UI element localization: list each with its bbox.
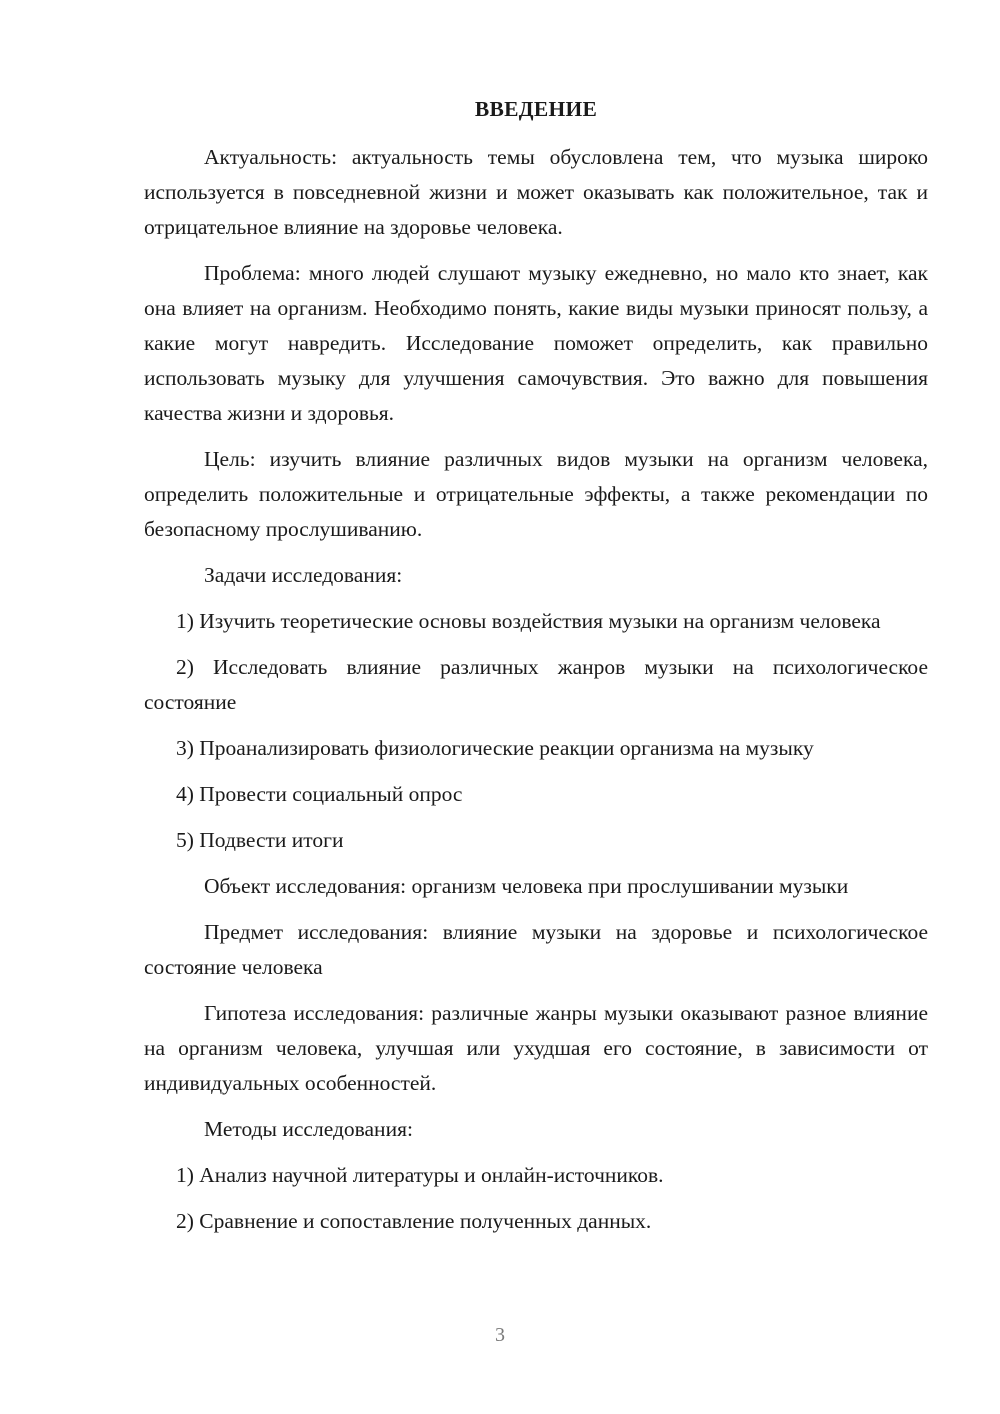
subject-paragraph: Предмет исследования: влияние музыки на здоровье и психологическое состояние человека: [144, 920, 928, 979]
task-item-2: 2) Исследовать влияние различных жанров музыки на психологическое состояние: [144, 655, 928, 714]
section-title: ВВЕДЕНИЕ: [474, 97, 598, 121]
hypothesis-paragraph: Гипотеза исследования: различные жанры музыки оказывают разное влияние на организм человека, улучшая или ухудшая его состояние, в зависимости от индивидуальных особенностей.: [144, 1001, 928, 1095]
goal-paragraph: Цель: изучить влияние различных видов музыки на организм человека, определить положительные и отрицательные эффекты, а также рекомендации по безопасному прослушиванию.: [144, 447, 928, 541]
page-number: 3: [495, 1324, 505, 1346]
methods-heading: Методы исследования:: [204, 1117, 413, 1141]
problem-paragraph: Проблема: много людей слушают музыку ежедневно, но мало кто знает, как она влияет на организм. Необходимо понять, какие виды музыки приносят пользу, а какие могут навредить. Исследование поможет определить, как правильно использовать музыку для улучшения самочувствия. Это важно для повышения качества жизни и здоровья.: [144, 261, 928, 425]
relevance-paragraph: Актуальность: актуальность темы обусловлена тем, что музыка широко используется в повседневной жизни и может оказывать как положительное, так и отрицательное влияние на здоровье человека.: [144, 145, 928, 239]
method-item-2: 2) Сравнение и сопоставление полученных данных.: [176, 1209, 652, 1233]
object-paragraph: Объект исследования: организм человека при прослушивании музыки: [204, 874, 849, 898]
document-page: [144, 92, 928, 1250]
task-item-3: 3) Проанализировать физиологические реакции организма на музыку: [176, 736, 814, 760]
task-item-1: 1) Изучить теоретические основы воздействия музыки на организм человека: [176, 609, 881, 633]
method-item-1: 1) Анализ научной литературы и онлайн-источников.: [176, 1163, 664, 1187]
task-item-4: 4) Провести социальный опрос: [176, 782, 463, 806]
task-item-5: 5) Подвести итоги: [176, 828, 344, 852]
tasks-heading: Задачи исследования:: [204, 563, 403, 587]
